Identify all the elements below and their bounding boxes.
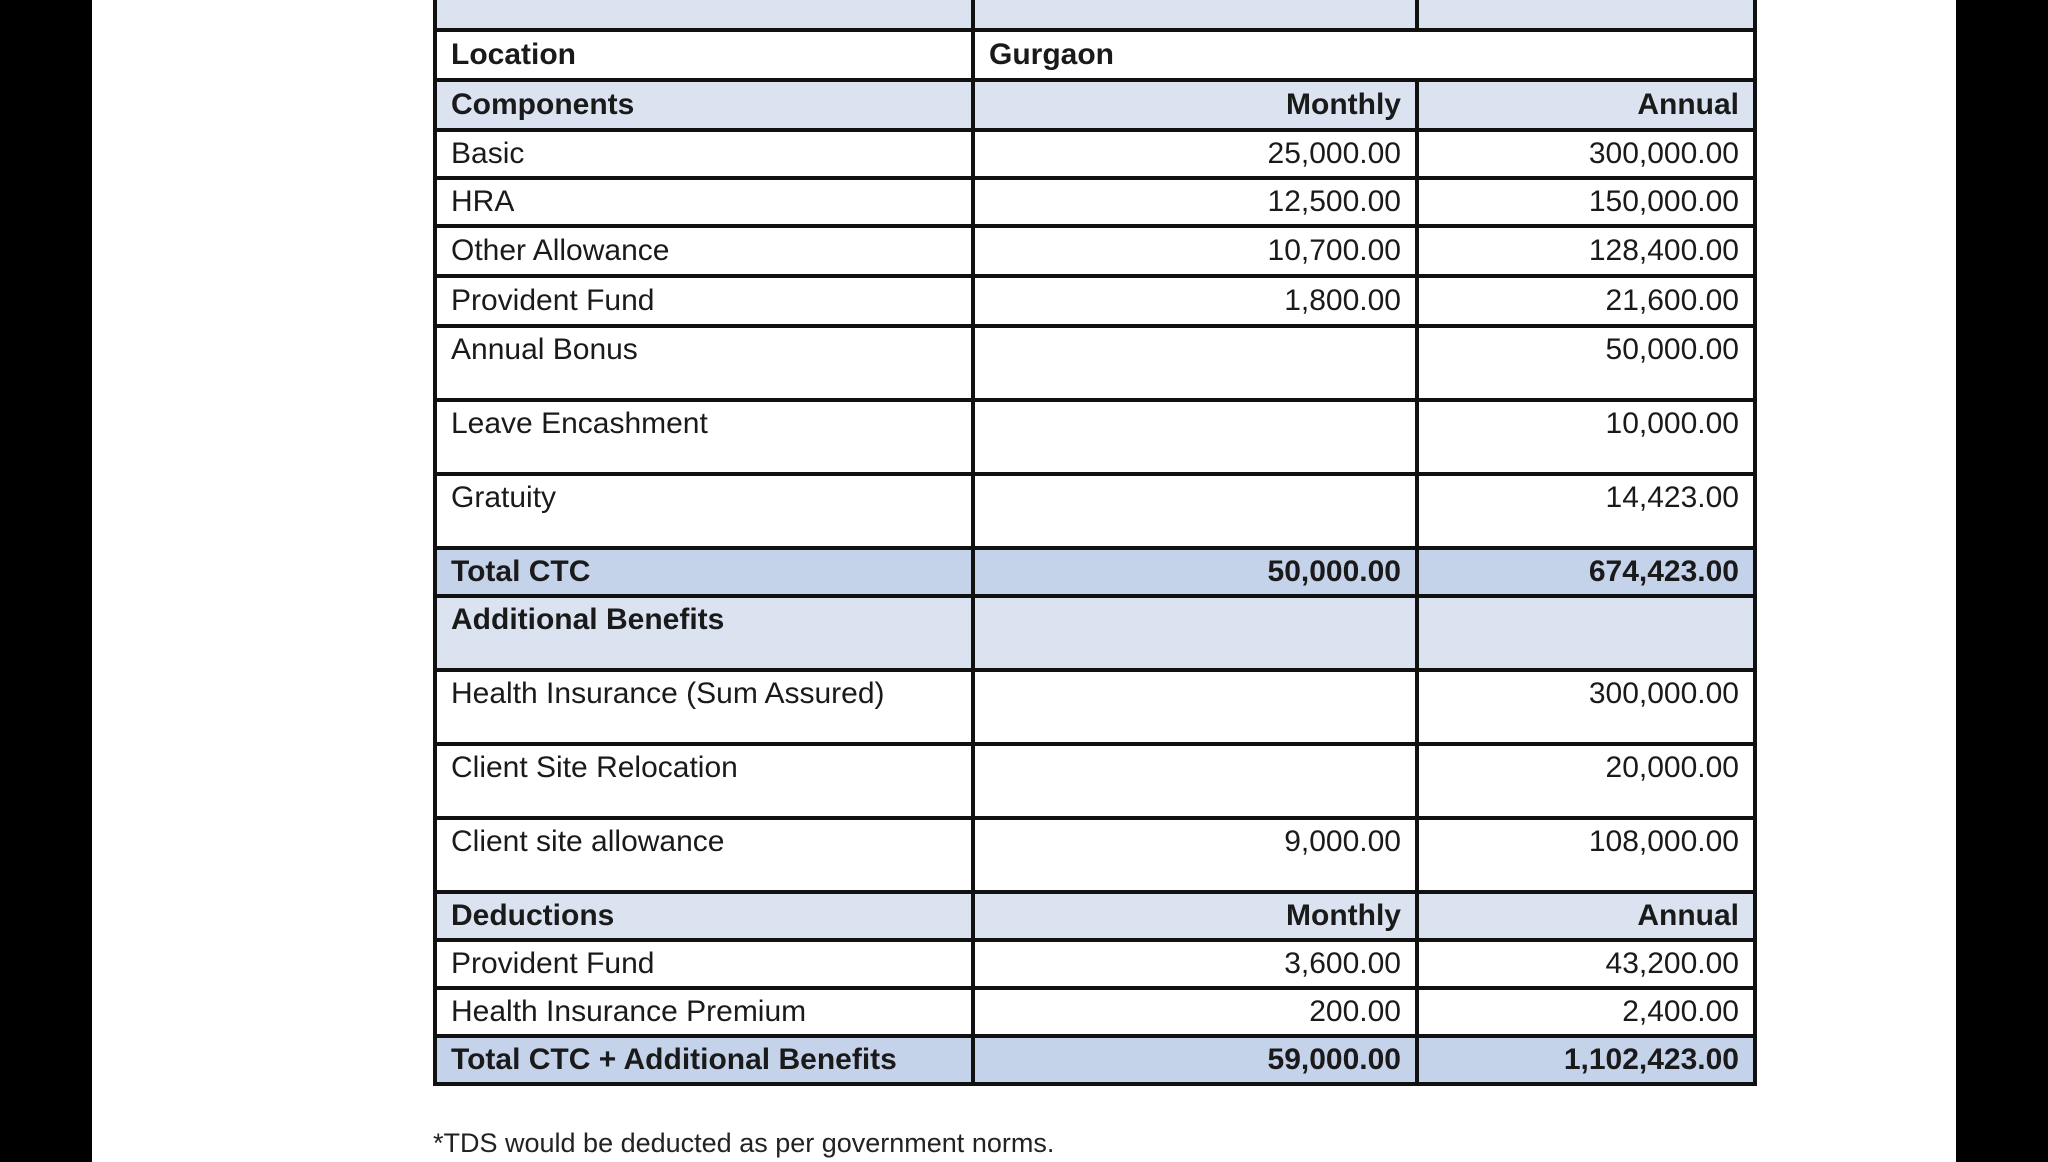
deduction-monthly: 200.00 xyxy=(973,988,1417,1036)
benefit-label: Client site allowance xyxy=(435,818,973,892)
table-row-cut-off xyxy=(435,0,1755,30)
deduction-annual: 2,400.00 xyxy=(1417,988,1755,1036)
components-header-label: Components xyxy=(435,80,973,130)
cell-annual xyxy=(1417,0,1755,30)
table-row xyxy=(435,130,1755,178)
component-label: Leave Encashment xyxy=(435,400,973,474)
deduction-annual: 43,200.00 xyxy=(1417,940,1755,988)
component-annual: 300,000.00 xyxy=(1417,130,1755,178)
table-row xyxy=(435,670,1755,744)
component-monthly: 12,500.00 xyxy=(973,178,1417,226)
component-annual: 21,600.00 xyxy=(1417,276,1755,326)
grand-total-monthly: 59,000.00 xyxy=(973,1036,1417,1084)
component-monthly xyxy=(973,474,1417,548)
component-label: Annual Bonus xyxy=(435,326,973,400)
benefit-label: Client Site Relocation xyxy=(435,744,973,818)
benefit-annual: 300,000.00 xyxy=(1417,670,1755,744)
table-row xyxy=(435,474,1755,548)
component-monthly xyxy=(973,326,1417,400)
grand-total-label: Total CTC + Additional Benefits xyxy=(435,1036,973,1084)
grand-total-annual: 1,102,423.00 xyxy=(1417,1036,1755,1084)
component-monthly: 10,700.00 xyxy=(973,226,1417,276)
component-monthly: 1,800.00 xyxy=(973,276,1417,326)
benefit-annual: 20,000.00 xyxy=(1417,744,1755,818)
component-label: Basic xyxy=(435,130,973,178)
table-row xyxy=(435,818,1755,892)
additional-benefits-header-row xyxy=(435,596,1755,670)
deduction-label: Health Insurance Premium xyxy=(435,988,973,1036)
component-label: Provident Fund xyxy=(435,276,973,326)
benefit-monthly xyxy=(973,744,1417,818)
monthly-column-header: Monthly xyxy=(973,80,1417,130)
total-ctc-monthly: 50,000.00 xyxy=(973,548,1417,596)
component-label: Gratuity xyxy=(435,474,973,548)
grand-total-row xyxy=(435,1036,1755,1084)
table-row xyxy=(435,744,1755,818)
total-ctc-label: Total CTC xyxy=(435,548,973,596)
table-row xyxy=(435,988,1755,1036)
location-label: Location xyxy=(435,30,973,80)
component-annual: 14,423.00 xyxy=(1417,474,1755,548)
table-row xyxy=(435,226,1755,276)
component-monthly xyxy=(973,400,1417,474)
component-annual: 128,400.00 xyxy=(1417,226,1755,276)
components-header-row xyxy=(435,80,1755,130)
deductions-annual-header: Annual xyxy=(1417,892,1755,940)
cell-monthly xyxy=(973,0,1417,30)
annual-column-header: Annual xyxy=(1417,80,1755,130)
additional-benefits-label: Additional Benefits xyxy=(435,596,973,670)
deduction-monthly: 3,600.00 xyxy=(973,940,1417,988)
cell-label xyxy=(435,0,973,30)
table-row xyxy=(435,400,1755,474)
component-label: HRA xyxy=(435,178,973,226)
deduction-label: Provident Fund xyxy=(435,940,973,988)
component-annual: 50,000.00 xyxy=(1417,326,1755,400)
compensation-table-container xyxy=(433,0,1753,1086)
table-row xyxy=(435,940,1755,988)
location-row xyxy=(435,30,1755,80)
footnote: *TDS would be deducted as per government norms. xyxy=(433,1128,1055,1158)
total-ctc-annual: 674,423.00 xyxy=(1417,548,1755,596)
table-row xyxy=(435,178,1755,226)
deductions-header-label: Deductions xyxy=(435,892,973,940)
component-monthly: 25,000.00 xyxy=(973,130,1417,178)
table-row xyxy=(435,326,1755,400)
component-label: Other Allowance xyxy=(435,226,973,276)
compensation-table xyxy=(433,0,1757,1086)
benefit-monthly xyxy=(973,670,1417,744)
benefit-monthly: 9,000.00 xyxy=(973,818,1417,892)
benefit-annual: 108,000.00 xyxy=(1417,818,1755,892)
location-value: Gurgaon xyxy=(973,30,1755,80)
table-row xyxy=(435,276,1755,326)
total-ctc-row xyxy=(435,548,1755,596)
additional-monthly-header xyxy=(973,596,1417,670)
deductions-monthly-header: Monthly xyxy=(973,892,1417,940)
deductions-header-row xyxy=(435,892,1755,940)
component-annual: 10,000.00 xyxy=(1417,400,1755,474)
additional-annual-header xyxy=(1417,596,1755,670)
benefit-label: Health Insurance (Sum Assured) xyxy=(435,670,973,744)
component-annual: 150,000.00 xyxy=(1417,178,1755,226)
